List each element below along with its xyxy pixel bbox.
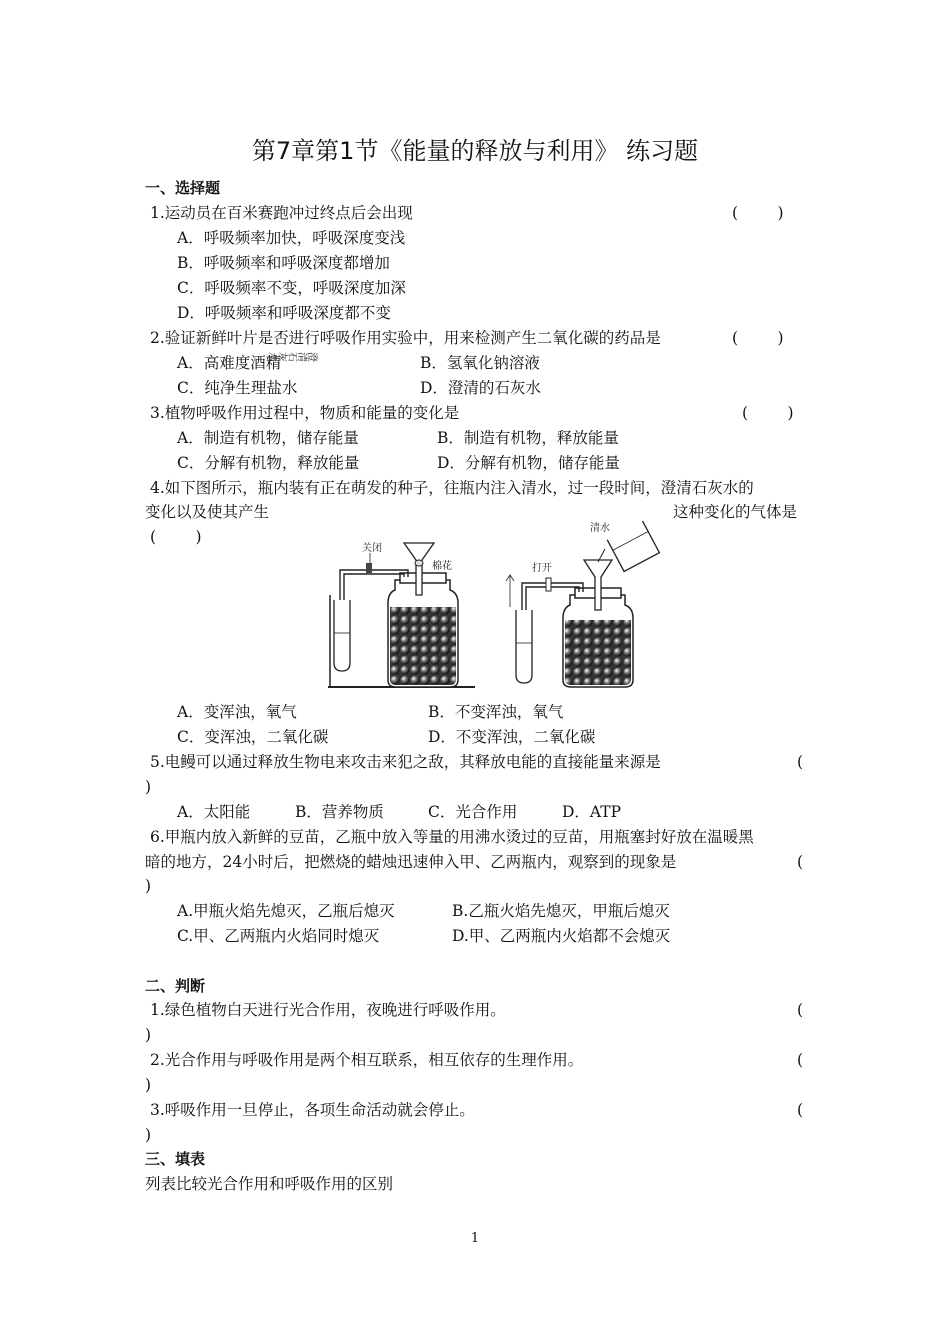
question-4-stem-line2-left: 变化以及使其产生 — [145, 503, 270, 521]
option: B．呼吸频率和呼吸深度都增加 — [177, 254, 390, 272]
option: C．分解有机物，释放能量 — [177, 454, 360, 472]
option: A．呼吸频率加快，呼吸深度变浅 — [177, 229, 406, 247]
seeds-icon — [565, 620, 631, 685]
page-number: 1 — [470, 1231, 480, 1246]
answer-blank[interactable]: ( ) — [150, 528, 202, 546]
answer-blank-close: ) — [145, 1076, 152, 1094]
label-limewater: 澄清石灰水 — [268, 349, 318, 361]
answer-blank-close: ) — [145, 778, 152, 796]
answer-blank-close: ) — [145, 1126, 152, 1144]
left-apparatus — [268, 350, 475, 688]
label-open: 打开 — [532, 563, 552, 574]
label-closed: 关闭 — [362, 543, 382, 554]
question-6-stem-line2: 暗的地方，24小时后，把燃烧的蜡烛迅速伸入甲、乙两瓶内，观察到的现象是 — [145, 853, 677, 871]
stopper-icon — [400, 573, 446, 583]
table-instruction: 列表比较光合作用和呼吸作用的区别 — [145, 1175, 394, 1193]
section-heading-judge: 二、判断 — [145, 977, 206, 995]
page-title: 第7章第1节《能量的释放与利用》 练习题 — [251, 137, 699, 165]
section-heading-table: 三、填表 — [145, 1150, 206, 1168]
answer-blank[interactable]: ( ) — [742, 404, 794, 422]
option: B．氢氧化钠溶液 — [420, 354, 540, 372]
answer-blank-close: ) — [145, 877, 152, 895]
judge-item-1: 1.绿色植物白天进行光合作用，夜晚进行呼吸作用。 — [150, 1001, 506, 1019]
option: B．不变浑浊，氧气 — [428, 703, 564, 721]
answer-blank-open[interactable]: ( — [797, 1001, 804, 1019]
judge-item-3: 3.呼吸作用一旦停止，各项生命活动就会停止。 — [150, 1101, 475, 1119]
test-tube-icon — [516, 610, 532, 683]
option: C．呼吸频率不变，呼吸深度加深 — [177, 279, 406, 297]
option: D．分解有机物，储存能量 — [437, 454, 620, 472]
question-2-stem: 2.验证新鲜叶片是否进行呼吸作用实验中，用来检测产生二氧化碳的药品是 — [150, 329, 661, 347]
question-5-stem: 5.电鳗可以通过释放生物电来攻击来犯之敌，其释放电能的直接能量来源是 — [150, 753, 661, 771]
option: D．不变浑浊，二氧化碳 — [428, 728, 596, 746]
answer-blank-open[interactable]: ( — [797, 1051, 804, 1069]
option: A.甲瓶火焰先熄灭，乙瓶后熄灭 — [177, 902, 395, 920]
section-heading-choice: 一、选择题 — [145, 179, 221, 197]
test-tube-icon — [334, 600, 350, 671]
question-1-stem: 1.运动员在百米赛跑冲过终点后会出现 — [150, 204, 413, 222]
right-apparatus — [506, 521, 659, 687]
answer-blank[interactable]: ( ) — [732, 204, 784, 222]
question-6-stem-line1: 6.甲瓶内放入新鲜的豆苗，乙瓶中放入等量的用沸水烫过的豆苗，用瓶塞封好放在温暖黑 — [150, 828, 754, 846]
seeds-icon — [390, 607, 456, 685]
answer-blank-open[interactable]: ( — [797, 853, 804, 871]
option: D．呼吸频率和呼吸深度都不变 — [177, 304, 391, 322]
option: C．纯净生理盐水 — [177, 379, 298, 397]
question-4-stem-line2-right: 这种变化的气体是 — [673, 503, 798, 521]
clamp-closed-icon — [366, 563, 372, 573]
option: C.甲、乙两瓶内火焰同时熄灭 — [177, 927, 380, 945]
answer-blank-close: ) — [145, 1026, 152, 1044]
answer-blank-open[interactable]: ( — [797, 1101, 804, 1119]
label-water: 清水 — [590, 523, 610, 534]
option: A．变浑浊，氧气 — [177, 703, 297, 721]
label-cotton: 棉花 — [432, 561, 452, 572]
option: D．澄清的石灰水 — [420, 379, 541, 397]
option: D．ATP — [562, 803, 622, 821]
judge-item-2: 2.光合作用与呼吸作用是两个相互联系，相互依存的生理作用。 — [150, 1051, 584, 1069]
answer-blank[interactable]: ( ) — [732, 329, 784, 347]
option: B.乙瓶火焰先熄灭，甲瓶后熄灭 — [452, 902, 670, 920]
question-3-stem: 3.植物呼吸作用过程中，物质和能量的变化是 — [150, 404, 460, 422]
option: C．光合作用 — [428, 803, 518, 821]
beaker-icon — [607, 521, 659, 572]
option: C．变浑浊，二氧化碳 — [177, 728, 329, 746]
option: A．高难度酒精 — [177, 354, 282, 372]
option: D.甲、乙两瓶内火焰都不会熄灭 — [452, 927, 671, 945]
option: B．制造有机物，释放能量 — [437, 429, 619, 447]
clamp-open-icon — [546, 578, 551, 591]
option: A．制造有机物，储存能量 — [177, 429, 359, 447]
answer-blank-open[interactable]: ( — [797, 753, 804, 771]
option: A．太阳能 — [177, 803, 251, 821]
option: B．营养物质 — [295, 803, 384, 821]
question-4-stem-line1: 4.如下图所示，瓶内装有正在萌发的种子，往瓶内注入清水，过一段时间，澄清石灰水的 — [150, 479, 754, 497]
